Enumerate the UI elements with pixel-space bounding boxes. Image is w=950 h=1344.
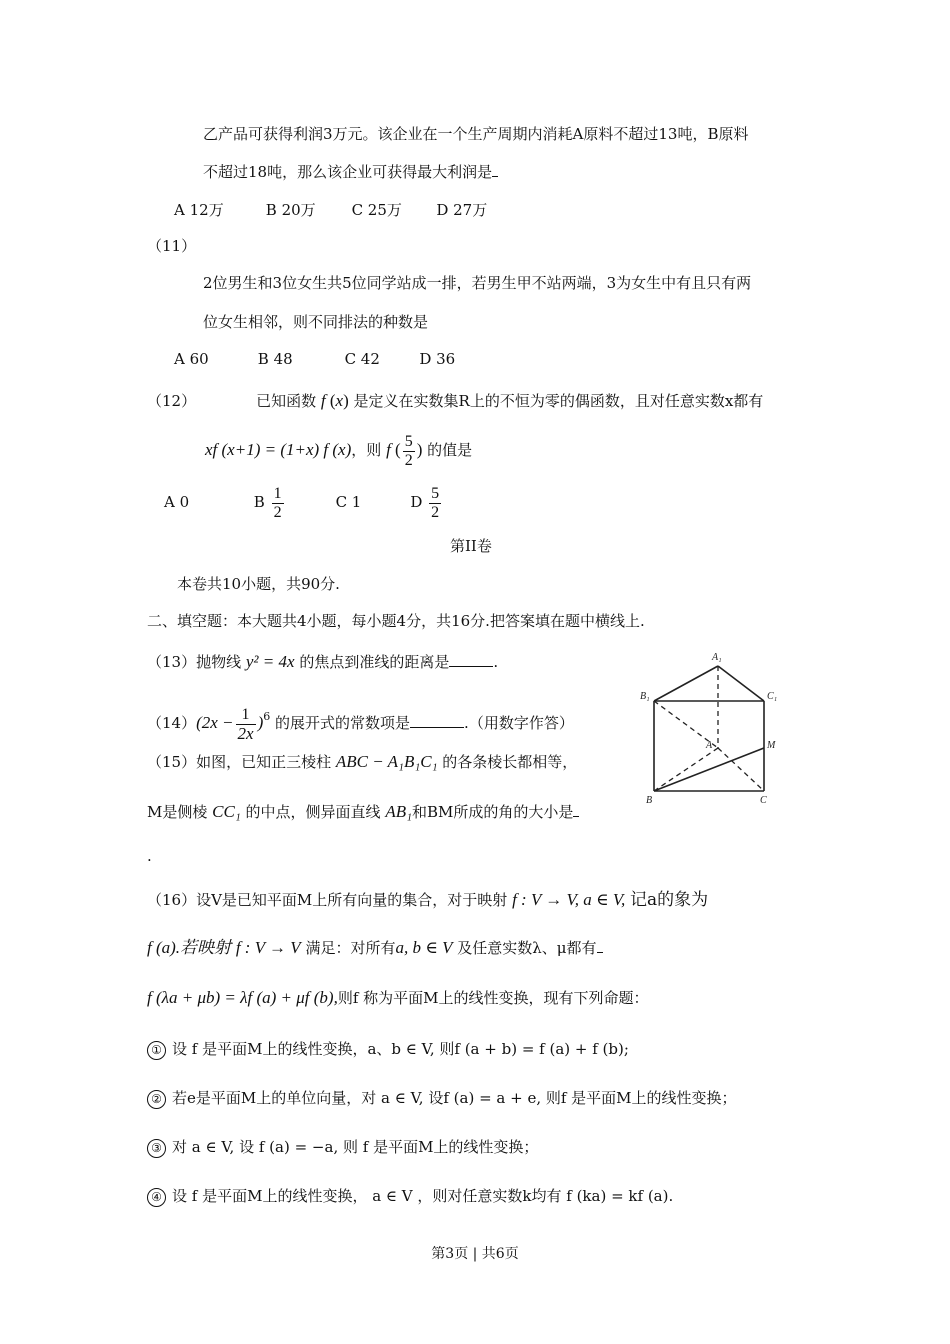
label-a: A xyxy=(706,740,713,751)
q15-line2 xyxy=(147,802,579,822)
q16-l2-c: a, b ∈ V xyxy=(395,938,453,957)
q11-option-c: C 42 xyxy=(344,350,380,368)
q16-item-4 xyxy=(147,1186,673,1207)
q10-option-a: A 12万 xyxy=(174,201,224,219)
q12-options xyxy=(164,482,443,522)
q12-text-a: 已知函数 xyxy=(256,392,317,410)
q12-equation: xf (x+1) = (1+x) f (x) xyxy=(205,440,352,459)
q15-number: （15） xyxy=(147,753,197,771)
prism-figure xyxy=(626,648,796,808)
page-footer: 第3页 | 共6页 xyxy=(431,1246,519,1262)
q15-line1 xyxy=(147,752,577,772)
q16-l2-a: f (a).若映射 xyxy=(147,938,232,957)
q11-option-d: D 36 xyxy=(419,350,456,368)
label-m: M xyxy=(767,740,776,751)
q10-option-c: C 25万 xyxy=(351,201,402,219)
q16-l1-map: f : V → V, a ∈ V, xyxy=(512,890,626,909)
q14-expr: (2x − xyxy=(196,713,234,732)
q16-item-1 xyxy=(147,1039,629,1060)
q10-option-d: D 27万 xyxy=(436,201,488,219)
q11-line1: 2位男生和3位女生共5位同学站成一排，若男生甲不站两端，3为女生中有且只有两 xyxy=(203,274,752,292)
q11-number: （11） xyxy=(147,237,197,255)
q11-options xyxy=(174,349,455,369)
label-b: B xyxy=(646,795,653,806)
edge-b1-a1 xyxy=(654,666,718,701)
section-heading: 二、填空题：本大题共4小题，每小题4分，共16分.把答案填在题中横线上. xyxy=(147,612,645,630)
q10-line1: 乙产品可获得利润3万元。该企业在一个生产周期内消耗A原料不超过13吨，B原料 xyxy=(203,125,749,143)
label-b1: B₁ xyxy=(640,691,650,702)
q16-item-4-text: 设 f 是平面M上的线性变换， a ∈ V ，则对任意实数k均有 f (ka) = kf (a). xyxy=(172,1187,674,1205)
q11-line2: 位女生相邻，则不同排法的种数是 xyxy=(203,313,429,331)
marker-1: ① xyxy=(147,1041,166,1060)
q16-l2-b: 满足：对所有 xyxy=(305,939,396,957)
q12-text-d: 的值是 xyxy=(427,441,473,459)
marker-2: ② xyxy=(147,1090,166,1109)
q14-text: 的展开式的常数项是 xyxy=(275,714,411,732)
q14-frac: $\frac{1}{2x}$ xyxy=(237,705,254,743)
q15-dot: . xyxy=(147,847,152,865)
q10-option-b: B 20万 xyxy=(265,201,316,219)
q16-item-2 xyxy=(147,1088,737,1109)
q16-item-3-text: 对 a ∈ V, 设 f (a) = −a, 则 f 是平面M上的线性变换； xyxy=(172,1138,539,1156)
q16-l3-b: 则f 称为平面M上的线性变换，现有下列命题： xyxy=(337,989,649,1007)
q12-option-a: A 0 xyxy=(164,493,190,511)
q15-prism: ABC − A₁B₁C₁ xyxy=(335,752,438,771)
q10-line2: 不超过18吨，那么该企业可获得最大利润是 xyxy=(203,162,498,182)
label-c: C xyxy=(760,795,767,806)
q16-l1-a: 设V是已知平面M上所有向量的集合，对于映射 xyxy=(196,891,508,909)
q10-options xyxy=(174,200,487,220)
label-c1: C₁ xyxy=(767,691,778,702)
q16-l1-b: 记a的象为 xyxy=(630,890,709,910)
q13: （13）抛物线 y² = 4x 的焦点到准线的距离是 . xyxy=(147,652,499,671)
q13-number: （13） xyxy=(147,653,197,671)
q16-item-2-text: 若e是平面M上的单位向量，对 a ∈ V, 设f (a) = a + e, 则f 是平面M上的线性变换； xyxy=(172,1089,737,1107)
q12-option-d: D $\frac{5}{2}$ xyxy=(410,484,440,521)
q16-item-3 xyxy=(147,1137,538,1158)
q13-blank xyxy=(449,652,493,667)
q13-text-a: 抛物线 xyxy=(196,653,242,671)
q16-item-1-text: 设 f 是平面M上的线性变换，a、b ∈ V, 则f (a + b) = f (a) + f (b); xyxy=(172,1040,629,1058)
q15-edge: CC₁ xyxy=(212,802,241,821)
q16-l2-map: f : V → V xyxy=(235,938,301,957)
q12-option-c: C 1 xyxy=(335,493,362,511)
q15-line2-b: 的中点，侧异面直线 xyxy=(245,803,381,821)
section-intro: 本卷共10小题，共90分. xyxy=(177,575,340,593)
q12-fx: f (x) xyxy=(320,391,349,410)
edge-a-c xyxy=(718,748,764,791)
q14-exponent: 6 xyxy=(263,710,271,723)
q15-text-b: 的各条棱长都相等， xyxy=(442,753,578,771)
q16-number: （16） xyxy=(147,891,197,909)
q16-l3-eq: f (λa + μb) = λf (a) + μf (b), xyxy=(147,988,338,1007)
edge-a1-c1 xyxy=(718,666,764,701)
q12-number: （12） xyxy=(147,392,197,410)
q13-text-b: 的焦点到准线的距离是 xyxy=(299,653,450,671)
marker-4: ④ xyxy=(147,1188,166,1207)
q12-f-of: f ( xyxy=(386,440,401,459)
section-title: 第II卷 xyxy=(450,537,492,555)
q12-text-b: 是定义在实数集R上的不恒为零的偶函数，且对任意实数x都有 xyxy=(353,392,764,410)
q14: （14）(2x − $\frac{1}{2x}$ )$^6$ 的展开式的常数项是 .（用数字作答） xyxy=(147,705,574,743)
marker-3: ③ xyxy=(147,1139,166,1158)
q16-l2-d: 及任意实数λ、μ都有 xyxy=(457,939,597,957)
q16-line1 xyxy=(147,890,708,910)
q11-option-a: A 60 xyxy=(174,350,209,368)
q13-equation: y² = 4x xyxy=(245,652,295,671)
q15-text-a: 如图，已知正三棱柱 xyxy=(196,753,332,771)
q15-line2-c: 和BM所成的角的大小是 xyxy=(412,803,574,821)
label-a1: A₁ xyxy=(712,652,722,663)
q12-frac: $\frac{5}{2}$ xyxy=(404,432,413,469)
q15-line2-a: M是侧棱 xyxy=(147,803,208,821)
q12-option-b: B $\frac{1}{2}$ xyxy=(253,484,282,521)
q12-line2: xf (x+1) = (1+x) f (x)，则 f ( $\frac{5}{2}$ ) 的值是 xyxy=(205,432,473,469)
q12-text-c: ，则 xyxy=(351,441,382,459)
q11-option-b: B 48 xyxy=(257,350,293,368)
q16-line3 xyxy=(147,988,649,1008)
q16-line2 xyxy=(147,938,603,958)
q15-ab1: AB₁ xyxy=(385,802,412,821)
q12-line1 xyxy=(147,391,763,411)
q14-number: （14） xyxy=(147,714,197,732)
q14-blank xyxy=(410,713,464,728)
